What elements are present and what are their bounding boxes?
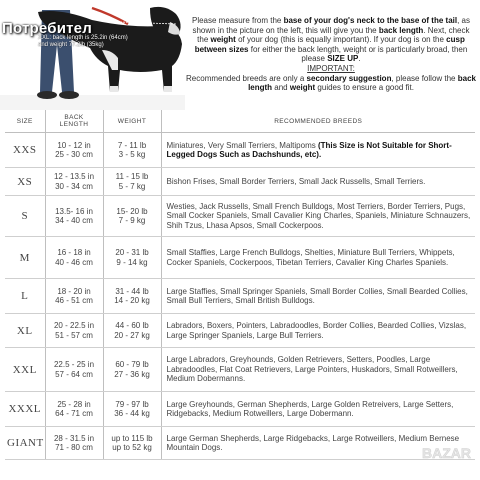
table-row <box>5 348 475 392</box>
table-row <box>5 237 475 279</box>
header-size: SIZE <box>5 110 45 133</box>
back-length-cell: 18 - 20 in 46 - 51 cm <box>45 279 103 314</box>
size-cell: L <box>5 279 45 314</box>
weight-cell: 60 - 79 lb 27 - 36 kg <box>103 348 161 392</box>
photo-caption-line-2: and weight 77.2lb (35kg) <box>38 42 104 48</box>
table-header-row <box>5 110 475 133</box>
table-row <box>5 168 475 196</box>
back-length-cell: 13.5- 16 in 34 - 40 cm <box>45 196 103 237</box>
recommended-breeds-cell: Bishon Frises, Small Border Terriers, Small Jack Russells, Small Terriers. <box>161 168 475 196</box>
weight-cell: 44 - 60 lb 20 - 27 kg <box>103 314 161 348</box>
recommended-breeds-cell: Miniatures, Very Small Terriers, Maltipoms (This Size is Not Suitable for Short-Legged Dogs Such as Dachshunds, etc). <box>161 133 475 168</box>
bazar-logo-icon <box>420 438 472 468</box>
weight-cell: 31 - 44 lb 14 - 20 kg <box>103 279 161 314</box>
back-length-cell: 28 - 31.5 in 71 - 80 cm <box>45 427 103 460</box>
weight-cell: 7 - 11 lb 3 - 5 kg <box>103 133 161 168</box>
recommended-breeds-cell: Large German Shepherds, Large Ridgebacks, Large Rotweillers, Medium Bernese Mountain Dogs. <box>161 427 475 460</box>
table-row <box>5 196 475 237</box>
back-length-cell: 22.5 - 25 in 57 - 64 cm <box>45 348 103 392</box>
weight-cell: 20 - 31 lb 9 - 14 kg <box>103 237 161 279</box>
size-cell: S <box>5 196 45 237</box>
header-weight: WEIGHT <box>103 110 161 133</box>
size-cell: XXS <box>5 133 45 168</box>
header-back-length: BACK LENGTH <box>45 110 103 133</box>
table-row <box>5 279 475 314</box>
photo-caption-line-1: XXL: back length is 25.2in (64cm) <box>38 35 128 41</box>
table-row <box>5 392 475 427</box>
photo-caption <box>38 35 185 49</box>
measurement-instructions: Please measure from the base of your dog's neck to the base of the tail, as shown in the picture on the left, this will give you the back length. Next, check the weight of your dog (this is equally important). If your dog is on the cusp between sizes for either the back length, weight or is particularly broad, then please SIZE UP. <box>191 16 470 64</box>
recommended-breeds-cell: Labradors, Boxers, Pointers, Labradoodles, Border Collies, Bearded Collies, Vizslas, Large Springer Spaniels, Large Bull Terriers. <box>161 314 475 348</box>
weight-cell: 11 - 15 lb 5 - 7 kg <box>103 168 161 196</box>
back-length-cell: 20 - 22.5 in 51 - 57 cm <box>45 314 103 348</box>
back-length-cell: 10 - 12 in 25 - 30 cm <box>45 133 103 168</box>
svg-text:BAZAR: BAZAR <box>422 445 471 461</box>
recommended-breeds-cell: Small Staffies, Large French Bulldogs, Shelties, Miniature Bull Terriers, Whippets, Cocker Spaniels, Cockerpoos, Tibetan Terriers, Cavalier King Charles Spaniels. <box>161 237 475 279</box>
important-note: Recommended breeds are only a secondary suggestion, please follow the back length and weight guides to ensure a good fit. <box>186 73 476 93</box>
recommended-breeds-cell: Large Staffies, Small Springer Spaniels, Small Border Collies, Small Bearded Collies, Small Bull Terriers, Small British Bulldogs. <box>161 279 475 314</box>
table-body <box>5 133 475 460</box>
back-length-cell: 16 - 18 in 40 - 46 cm <box>45 237 103 279</box>
weight-cell: 79 - 97 lb 36 - 44 kg <box>103 392 161 427</box>
sizing-instructions <box>186 16 476 93</box>
recommended-breeds-cell: Large Labradors, Greyhounds, Golden Retrievers, Setters, Poodles, Large Labradoodles, Flat Coat Retrievers, Large Pointers, Huskadors, Small Rotweillers, Medium Dobermanns. <box>161 348 475 392</box>
important-heading: IMPORTANT: <box>307 63 355 73</box>
weight-cell: 15- 20 lb 7 - 9 kg <box>103 196 161 237</box>
size-chart-table <box>5 110 475 460</box>
size-cell: XXL <box>5 348 45 392</box>
size-cell: GIANT <box>5 427 45 460</box>
recommended-breeds-cell: Large Greyhounds, German Shepherds, Large Golden Retreivers, Large Setters, Ridgebacks, Medium Rotweillers, Large Dobermann. <box>161 392 475 427</box>
size-cell: M <box>5 237 45 279</box>
back-length-cell: 12 - 13.5 in 30 - 34 cm <box>45 168 103 196</box>
dog-illustration <box>0 0 185 110</box>
table-row <box>5 133 475 168</box>
header-recommended-breeds: RECOMMENDED BREEDS <box>161 110 475 133</box>
weight-cell: up to 115 lb up to 52 kg <box>103 427 161 460</box>
table-row <box>5 314 475 348</box>
dog-measurement-photo <box>0 0 185 110</box>
size-cell: XL <box>5 314 45 348</box>
size-cell: XXXL <box>5 392 45 427</box>
table-row <box>5 427 475 460</box>
size-cell: XS <box>5 168 45 196</box>
recommended-breeds-cell: Westies, Jack Russells, Small French Bulldogs, Most Terriers, Border Terriers, Pugs, Small Cocker Spaniels, Small Cavalier King Charles, Spaniels, Miniature Schnauzers, Shih Tzus, Lhasa Apsos, Small Cockerpoos. <box>161 196 475 237</box>
back-length-cell: 25 - 28 in 64 - 71 cm <box>45 392 103 427</box>
watermark-text: Потребител <box>2 20 92 37</box>
